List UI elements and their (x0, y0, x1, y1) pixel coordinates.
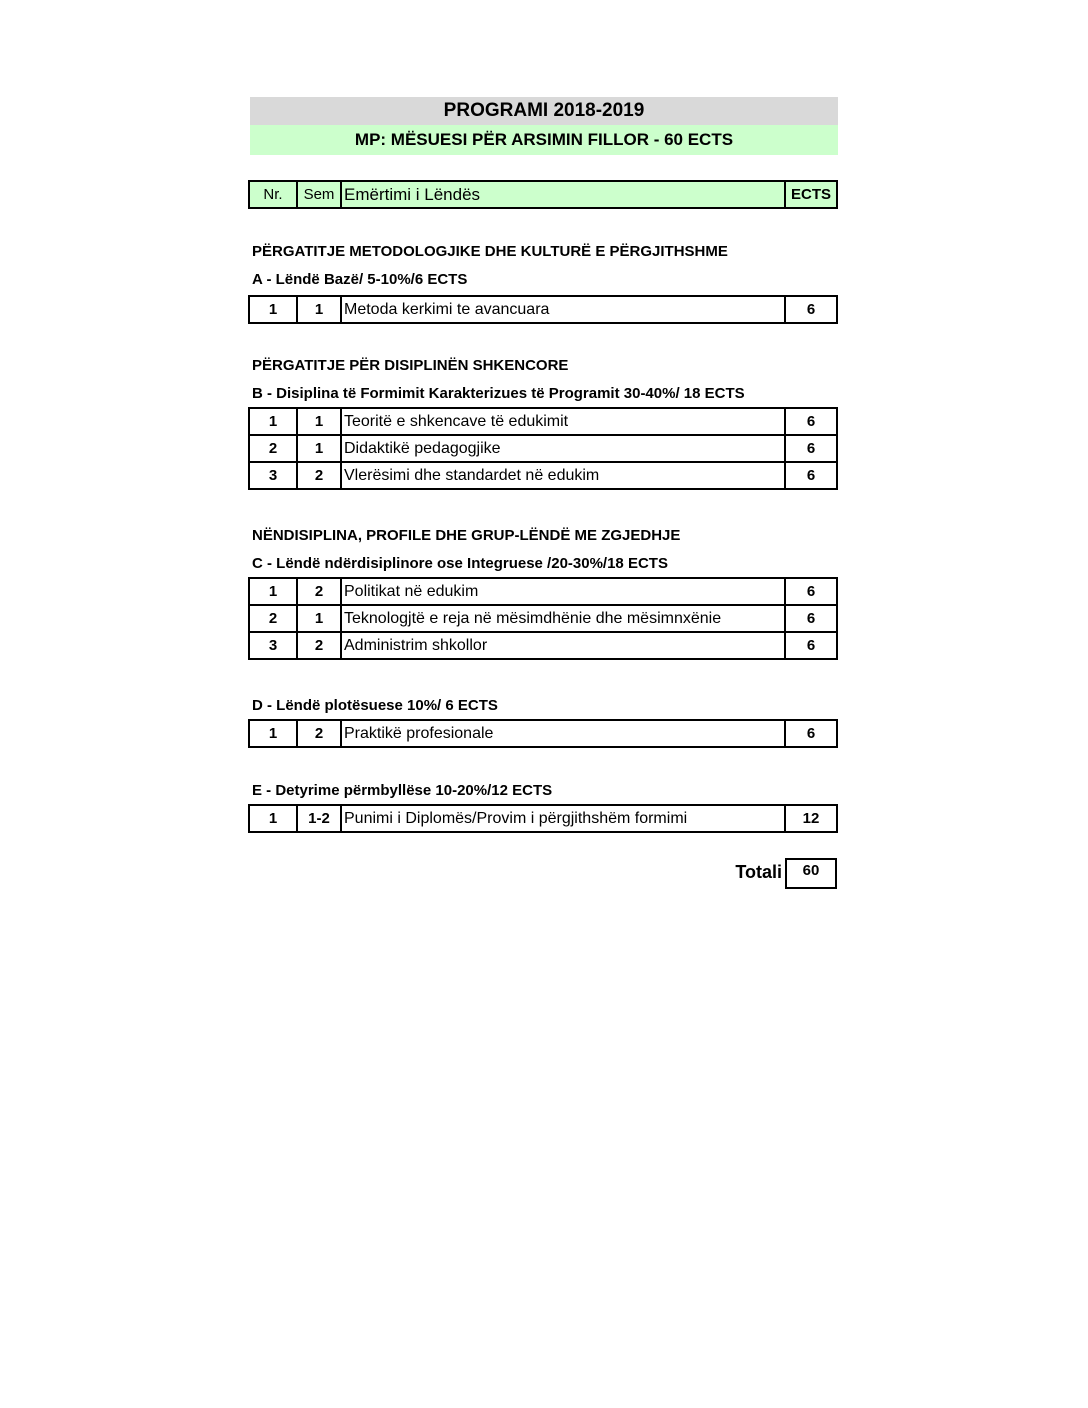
table-row (249, 462, 837, 489)
row-nr: 3 (249, 462, 297, 489)
row-ects: 6 (785, 296, 837, 323)
table-row (249, 805, 837, 832)
row-ects: 6 (785, 605, 837, 632)
row-sem: 1 (297, 408, 341, 435)
table-row (249, 605, 837, 632)
table-row (249, 408, 837, 435)
row-nr: 3 (249, 632, 297, 659)
group-table-d (248, 719, 838, 748)
row-ects: 6 (785, 462, 837, 489)
row-sem: 1-2 (297, 805, 341, 832)
row-name: Didaktikë pedagogjike (341, 435, 785, 462)
row-name: Praktikë profesionale (341, 720, 785, 747)
row-ects: 6 (785, 720, 837, 747)
row-nr: 2 (249, 605, 297, 632)
header-nr: Nr. (249, 181, 297, 208)
row-sem: 1 (297, 605, 341, 632)
row-name: Administrim shkollor (341, 632, 785, 659)
row-name: Punimi i Diplomës/Provim i përgjithshëm formimi (341, 805, 785, 832)
header-row (249, 181, 837, 208)
row-ects: 12 (785, 805, 837, 832)
group-table-b (248, 407, 838, 490)
section-title-scientific: PËRGATITJE PËR DISIPLINËN SHKENCORE (252, 357, 569, 374)
table-row (249, 720, 837, 747)
row-nr: 1 (249, 805, 297, 832)
row-ects: 6 (785, 435, 837, 462)
row-nr: 2 (249, 435, 297, 462)
group-title-a: A - Lëndë Bazë/ 5-10%/6 ECTS (252, 271, 468, 288)
row-nr: 1 (249, 720, 297, 747)
group-table-e (248, 804, 838, 833)
row-sem: 2 (297, 632, 341, 659)
section-title-methodology: PËRGATITJE METODOLOGJIKE DHE KULTURË E PËRGJITHSHME (252, 243, 728, 260)
row-ects: 6 (785, 632, 837, 659)
section-title-subdisciplines: NËNDISIPLINA, PROFILE DHE GRUP-LËNDË ME ZGJEDHJE (252, 527, 681, 544)
group-title-e: E - Detyrime përmbyllëse 10-20%/12 ECTS (252, 782, 553, 799)
row-name: Teknologjtë e reja në mësimdhënie dhe mësimnxënie (341, 605, 785, 632)
header-name: Emërtimi i Lëndës (341, 181, 785, 208)
row-sem: 2 (297, 720, 341, 747)
column-header-table (248, 180, 838, 209)
table-row (249, 578, 837, 605)
row-nr: 1 (249, 296, 297, 323)
header-sem: Sem (297, 181, 341, 208)
page-title: PROGRAMI 2018-2019 (250, 97, 838, 125)
row-name: Vlerësimi dhe standardet në edukim (341, 462, 785, 489)
header-ects: ECTS (785, 181, 837, 208)
row-nr: 1 (249, 578, 297, 605)
group-title-c: C - Lëndë ndërdisiplinore ose Integruese /20-30%/18 ECTS (252, 555, 668, 572)
row-name: Metoda kerkimi te avancuara (341, 296, 785, 323)
row-sem: 1 (297, 296, 341, 323)
table-row (249, 632, 837, 659)
table-row (249, 296, 837, 323)
row-ects: 6 (785, 408, 837, 435)
row-sem: 2 (297, 578, 341, 605)
group-table-a (248, 295, 838, 324)
total-label: Totali (735, 862, 782, 882)
group-table-c (248, 577, 838, 660)
total-value: 60 (785, 858, 837, 889)
row-sem: 1 (297, 435, 341, 462)
page-subtitle: MP: MËSUESI PËR ARSIMIN FILLOR - 60 ECTS (250, 125, 838, 155)
row-sem: 2 (297, 462, 341, 489)
row-nr: 1 (249, 408, 297, 435)
group-title-d: D - Lëndë plotësuese 10%/ 6 ECTS (252, 697, 498, 714)
row-name: Politikat në edukim (341, 578, 785, 605)
group-title-b: B - Disiplina të Formimit Karakterizues të Programit 30-40%/ 18 ECTS (252, 385, 745, 402)
table-row (249, 435, 837, 462)
row-name: Teoritë e shkencave të edukimit (341, 408, 785, 435)
row-ects: 6 (785, 578, 837, 605)
